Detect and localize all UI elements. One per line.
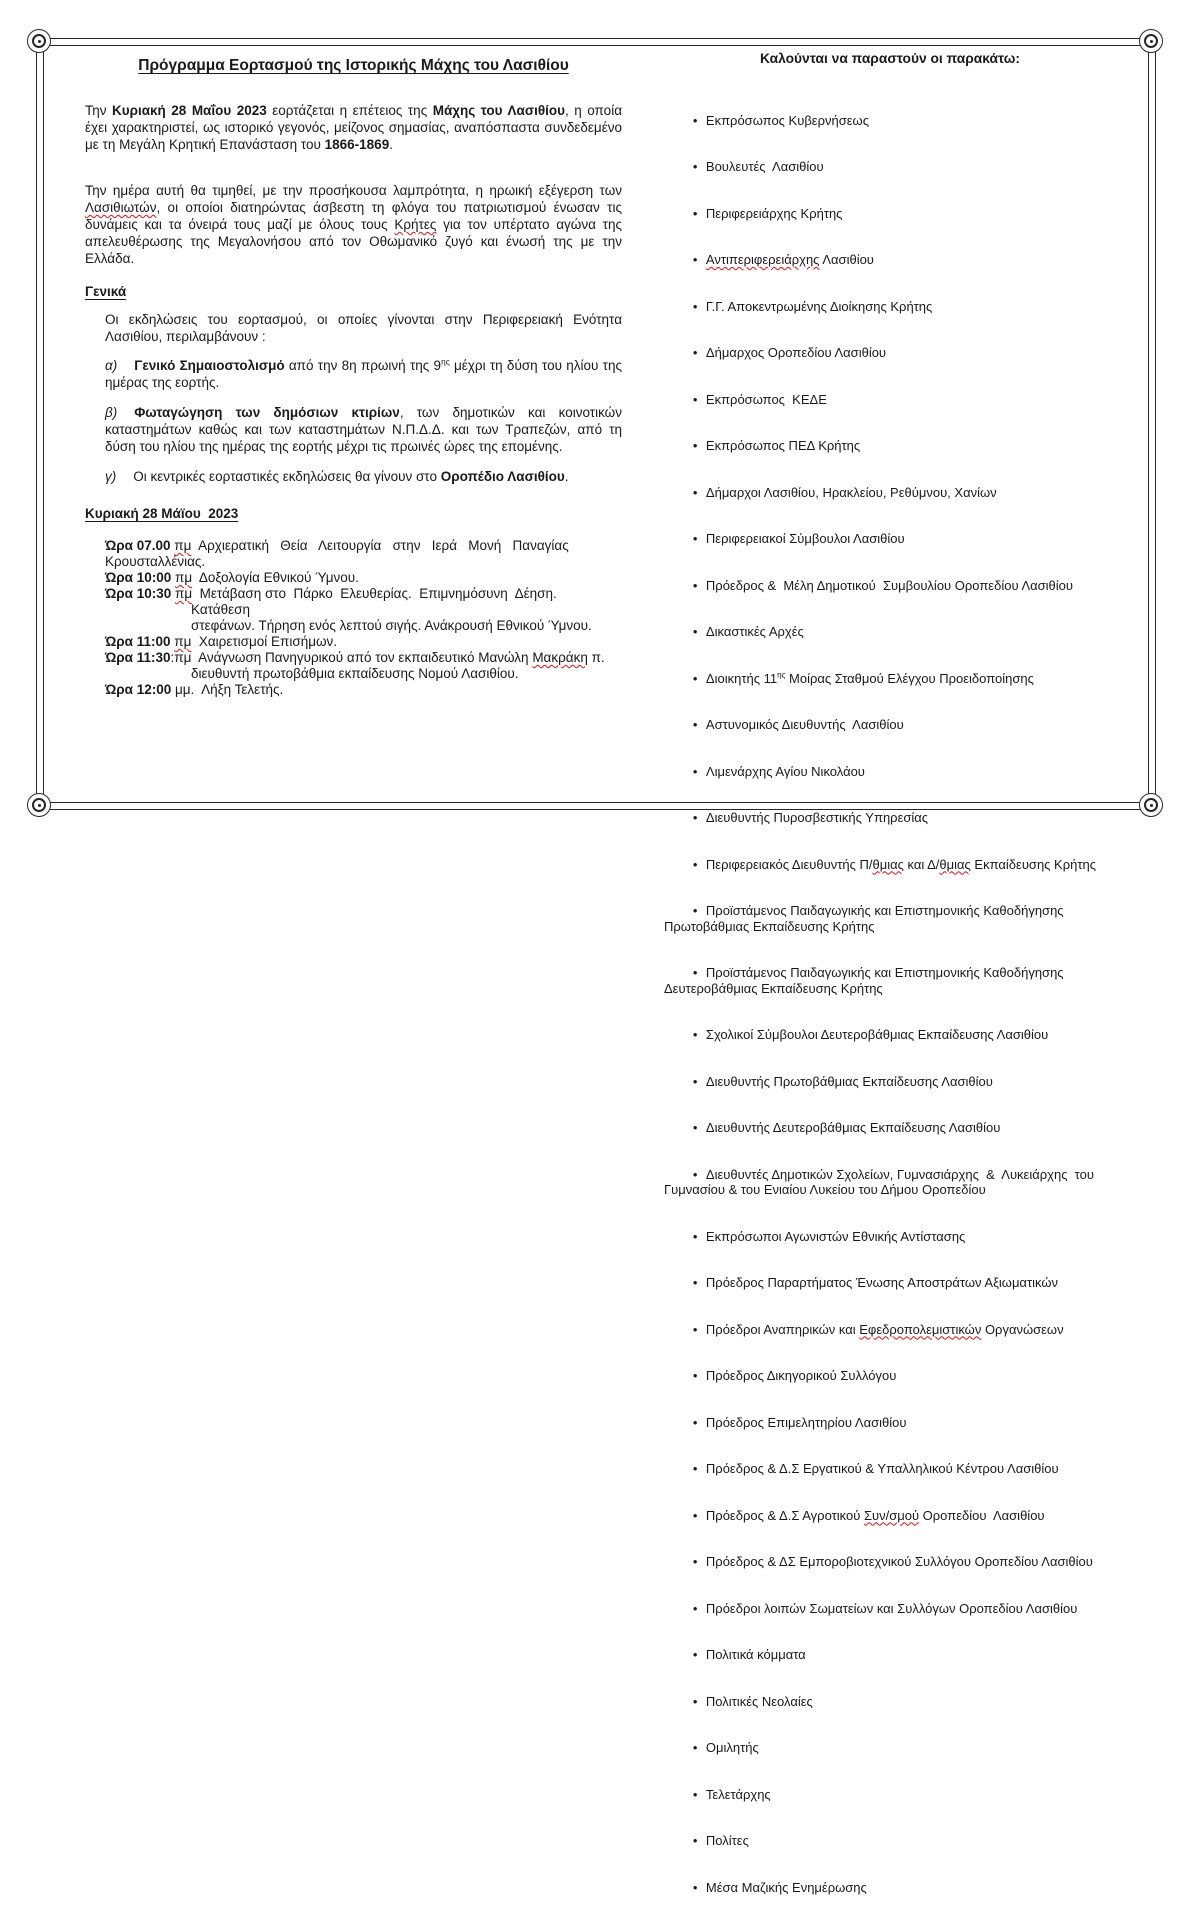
- bullet-icon: •: [692, 670, 698, 686]
- list-item-text: Βουλευτές Λασιθίου: [705, 159, 824, 174]
- list-item-text: Περιφερειακός Διευθυντής Π/θμιας και Δ/θμιας Εκπαίδευσης Κρήτης: [705, 856, 1096, 872]
- list-item: [651, 888, 1129, 950]
- list-item-text: Πρόεδρος & Δ.Σ Εργατικού & Υπαλληλικού Κέντρου Λασιθίου: [705, 1461, 1059, 1476]
- list-item: [651, 1151, 1129, 1213]
- bullet-icon: •: [692, 252, 698, 267]
- list-item-text: Διευθυντές Δημοτικών Σχολείων, Γυμνασιάρχης & Λυκειάρχης του Γυμνασίου & του Ενιαίου Λυκείου του Δήμου Οροπεδίου: [664, 1166, 1094, 1197]
- list-item: [651, 1012, 1129, 1059]
- list-item-text: Διευθυντής Πρωτοβάθμιας Εκπαίδευσης Λασιθίου: [705, 1073, 993, 1089]
- bullet-icon: •: [692, 205, 698, 221]
- list-item-text: Πολιτικά κόμματα: [705, 1647, 806, 1662]
- bullet-icon: •: [692, 438, 698, 453]
- list-item-text: Εκπρόσωπος ΠΕΔ Κρήτης: [705, 438, 861, 453]
- schedule-item: Ώρα 07.00 πμ Αρχιερατική Θεία Λειτουργία στην Ιερά Μονή Παναγίας Κρουσταλλένιας.: [105, 538, 569, 569]
- event-item-c: γ) Οι κεντρικές εορταστικές εκδηλώσεις θα γίνουν στο Οροπέδιο Λασιθίου.: [105, 469, 569, 484]
- bullet-icon: •: [692, 965, 698, 980]
- list-item: [651, 1058, 1129, 1105]
- bullet-icon: •: [692, 1275, 698, 1290]
- bullet-icon: •: [692, 763, 698, 779]
- list-item-text: Λιμενάρχης Αγίου Νικολάου: [705, 763, 865, 779]
- bullet-icon: •: [692, 1228, 698, 1244]
- event-item-b: β) Φωταγώγηση των δημόσιων κτιρίων, των δημοτικών και κοινοτικών καταστημάτων καθώς και των καταστημάτων Ν.Π.Δ.Δ. και των Τραπεζών, από τη δύση του ηλίου της ημέρας της εορτής μέχρι τις πρωινές ώρες της επομένης.: [105, 405, 622, 454]
- intro-paragraph: Την Κυριακή 28 Μαΐου 2023 εορτάζεται η επέτειος της Μάχης του Λασιθίου, η οποία έχει χαρακτηριστεί, ως ιστορικό γεγονός, μείζονος σημασίας, αναπόσπαστα συνδεδεμένο με τη Μεγάλη Κρητική Επανάσταση του 1866-1869.: [85, 103, 622, 152]
- bullet-icon: •: [692, 112, 698, 128]
- bullet-icon: •: [692, 1507, 698, 1523]
- bullet-icon: •: [692, 1414, 698, 1430]
- list-item: [651, 376, 1129, 423]
- list-item-text: Γ.Γ. Αποκεντρωμένης Διοίκησης Κρήτης: [705, 298, 933, 314]
- bullet-icon: •: [692, 1600, 698, 1616]
- list-item: [651, 1213, 1129, 1260]
- bullet-icon: •: [692, 298, 698, 314]
- invitees-list: [651, 97, 1129, 1911]
- list-item: [651, 423, 1129, 470]
- list-item: [651, 190, 1129, 237]
- list-item: [651, 1399, 1129, 1446]
- bullet-icon: •: [692, 1166, 698, 1182]
- list-item-text: Τελετάρχης: [705, 1786, 771, 1802]
- list-item: [651, 609, 1129, 656]
- list-item-text: Δήμαρχος Οροπεδίου Λασιθίου: [705, 345, 887, 360]
- list-item: [651, 1446, 1129, 1493]
- list-item: [651, 1678, 1129, 1725]
- list-item: [651, 144, 1129, 191]
- list-item-text: Πρόεδρος & Δ.Σ Αγροτικού Συν/σμού Οροπεδίου Λασιθίου: [705, 1507, 1045, 1523]
- list-item-text: Εκπρόσωπος ΚΕΔΕ: [705, 391, 827, 407]
- list-item: [651, 841, 1129, 888]
- list-item: [651, 795, 1129, 842]
- schedule-item: Ώρα 11:30:πμ Ανάγνωση Πανηγυρικού από τον εκπαιδευτικό Μανώλη Μακράκη π. διευθυντή πρωτοβάθμια εκπαίδευσης Νομού Λασιθίου.: [105, 650, 605, 681]
- bullet-icon: •: [692, 1879, 698, 1895]
- list-item: [651, 1105, 1129, 1152]
- list-item-text: Προϊστάμενος Παιδαγωγικής και Επιστημονικής Καθοδήγησης Πρωτοβάθμιας Εκπαίδευσης Κρήτης: [664, 903, 1064, 934]
- bullet-icon: •: [692, 1786, 698, 1802]
- bullet-icon: •: [692, 345, 698, 360]
- event-item-a: α) Γενικό Σημαιοστολισμό από την 8η πρωινή της $9^{\eta\varsigma}$ μέχρι τη δύση του ηλίου της ημέρας της εορτής.: [105, 356, 622, 390]
- list-item: [651, 702, 1129, 749]
- list-item: [651, 1539, 1129, 1586]
- bullet-icon: •: [692, 717, 698, 732]
- list-item: [651, 97, 1129, 144]
- list-item-text: Εκπρόσωπος Κυβερνήσεως: [705, 112, 869, 128]
- program-column: [85, 56, 622, 698]
- list-item-text: Δήμαρχοι Λασιθίου, Ηρακλείου, Ρεθύμνου, Χανίων: [705, 484, 997, 500]
- bullet-icon: •: [692, 159, 698, 174]
- invitees-heading: Καλούνται να παραστούν οι παρακάτω:: [759, 51, 1021, 66]
- date-heading: Κυριακή 28 Μάϊου 2023: [85, 506, 239, 521]
- bullet-icon: •: [692, 1833, 698, 1848]
- list-item: [651, 1260, 1129, 1307]
- list-item-text: Περιφερειάρχης Κρήτης: [705, 205, 843, 221]
- frame-right-edge: [1148, 42, 1156, 806]
- list-item: [651, 1585, 1129, 1632]
- frame-left-edge: [36, 42, 44, 806]
- list-item-text: Πρόεδρος & Μέλη Δημοτικού Συμβουλίου Οροπεδίου Λασιθίου: [705, 577, 1074, 593]
- list-item-text: Ομιλητής: [705, 1740, 759, 1755]
- list-item: [651, 1818, 1129, 1865]
- bullet-icon: •: [692, 903, 698, 918]
- list-item-text: Πρόεδρος Παραρτήματος Ένωσης Αποστράτων Αξιωματικών: [705, 1275, 1058, 1290]
- program-title: Πρόγραμμα Εορτασμού της Ιστορικής Μάχης του Λασιθίου: [138, 57, 569, 74]
- general-heading: Γενικά: [85, 284, 127, 299]
- corner-ornament-icon: [27, 793, 51, 817]
- bullet-icon: •: [692, 1321, 698, 1337]
- list-item: [651, 748, 1129, 795]
- schedule-item: Ώρα 12:00 μμ. Λήξη Τελετής.: [105, 682, 284, 697]
- list-item: [651, 1725, 1129, 1772]
- bullet-icon: •: [692, 624, 698, 639]
- bullet-icon: •: [692, 391, 698, 407]
- corner-ornament-icon: [1139, 793, 1163, 817]
- tribute-paragraph: Την ημέρα αυτή θα τιμηθεί, με την προσήκουσα λαμπρότητα, η ηρωική εξέγερση των Λασιθιωτών, οι οποίοι διατηρώντας άσβεστη τη φλόγα του πατριωτισμού ένωσαν τις δυνάμεις και τα όνειρά τους μαζί με όλους τους Κρήτες για τον υπέρτατο αγώνα της απελευθέρωσης της Μεγαλονήσου από τον Οθωμανικό ζυγό και ένωσή της με την Ελλάδα.: [85, 183, 622, 266]
- bullet-icon: •: [692, 484, 698, 500]
- list-item: [651, 1771, 1129, 1818]
- bullet-icon: •: [692, 577, 698, 593]
- list-item-text: Διοικητής $11^{\eta\varsigma}$ Μοίρας Σταθμού Ελέγχου Προειδοποίησης: [705, 670, 1034, 686]
- list-item: [651, 330, 1129, 377]
- list-item-text: Πρόεδρος Δικηγορικού Συλλόγου: [705, 1368, 897, 1383]
- bullet-icon: •: [692, 1073, 698, 1089]
- bullet-icon: •: [692, 1693, 698, 1709]
- list-item: [651, 1492, 1129, 1539]
- bullet-icon: •: [692, 1554, 698, 1569]
- list-item: [651, 1353, 1129, 1400]
- list-item: [651, 1632, 1129, 1679]
- list-item: [651, 516, 1129, 563]
- list-item: [651, 655, 1129, 702]
- corner-ornament-icon: [1139, 29, 1163, 53]
- list-item-text: Πρόεδρος Επιμελητηρίου Λασιθίου: [705, 1414, 907, 1430]
- schedule-item: Ώρα 10:30 πμ Μετάβαση στο Πάρκο Ελευθερίας. Επιμνημόσυνη Δέηση. Κατάθεση στεφάνων. Τήρηση ενός λεπτού σιγής. Ανάκρουσή Εθνικού Ύμνου.: [105, 586, 592, 633]
- list-item-text: Αντιπεριφερειάρχης Λασιθίου: [705, 252, 874, 267]
- list-item: [651, 950, 1129, 1012]
- list-item-text: Σχολικοί Σύμβουλοι Δευτεροβάθμιας Εκπαίδευσης Λασιθίου: [705, 1027, 1049, 1042]
- list-item-text: Περιφερειακοί Σύμβουλοι Λασιθίου: [705, 531, 905, 546]
- bullet-icon: •: [692, 1461, 698, 1476]
- bullet-icon: •: [692, 1368, 698, 1383]
- list-item: [651, 1306, 1129, 1353]
- list-item-text: Προϊστάμενος Παιδαγωγικής και Επιστημονικής Καθοδήγησης Δευτεροβάθμιας Εκπαίδευσης Κρήτης: [664, 965, 1064, 996]
- events-intro: Οι εκδηλώσεις του εορτασμού, οι οποίες γίνονται στην Περιφερειακή Ενότητα Λασιθίου, περιλαμβάνουν :: [105, 312, 622, 344]
- bullet-icon: •: [692, 810, 698, 825]
- bullet-icon: •: [692, 1120, 698, 1135]
- list-item-text: Μέσα Μαζικής Ενημέρωσης: [705, 1879, 867, 1895]
- list-item-text: Πολίτες: [705, 1833, 749, 1848]
- frame-top-edge: [40, 38, 1152, 46]
- schedule-item: Ώρα 11:00 πμ Χαιρετισμοί Επισήμων.: [105, 634, 338, 649]
- bullet-icon: •: [692, 1647, 698, 1662]
- list-item-text: Δικαστικές Αρχές: [705, 624, 804, 639]
- list-item: [651, 1864, 1129, 1911]
- list-item: [651, 283, 1129, 330]
- list-item: [651, 562, 1129, 609]
- list-item-text: Διευθυντής Δευτεροβάθμιας Εκπαίδευσης Λασιθίου: [705, 1120, 1001, 1135]
- list-item-text: Πρόεδρος & ΔΣ Εμποροβιοτεχνικού Συλλόγου Οροπεδίου Λασιθίου: [705, 1554, 1093, 1569]
- bullet-icon: •: [692, 1740, 698, 1755]
- invitees-column: [651, 50, 1129, 1911]
- list-item-text: Διευθυντής Πυροσβεστικής Υπηρεσίας: [705, 810, 929, 825]
- bullet-icon: •: [692, 531, 698, 546]
- list-item-text: Πολιτικές Νεολαίες: [705, 1693, 813, 1709]
- list-item: [651, 469, 1129, 516]
- bullet-icon: •: [692, 1027, 698, 1042]
- list-item-text: Εκπρόσωποι Αγωνιστών Εθνικής Αντίστασης: [705, 1228, 966, 1244]
- schedule-list: [105, 538, 622, 698]
- bullet-icon: •: [692, 856, 698, 872]
- list-item-text: Πρόεδροι Αναπηρικών και Εφεδροπολεμιστικών Οργανώσεων: [705, 1321, 1064, 1337]
- list-item-text: Πρόεδροι λοιπών Σωματείων και Συλλόγων Οροπεδίου Λασιθίου: [705, 1600, 1078, 1616]
- schedule-item: Ώρα 10:00 πμ Δοξολογία Εθνικού Ύμνου.: [105, 570, 359, 585]
- corner-ornament-icon: [27, 29, 51, 53]
- list-item-text: Αστυνομικός Διευθυντής Λασιθίου: [705, 717, 904, 732]
- list-item: [651, 237, 1129, 284]
